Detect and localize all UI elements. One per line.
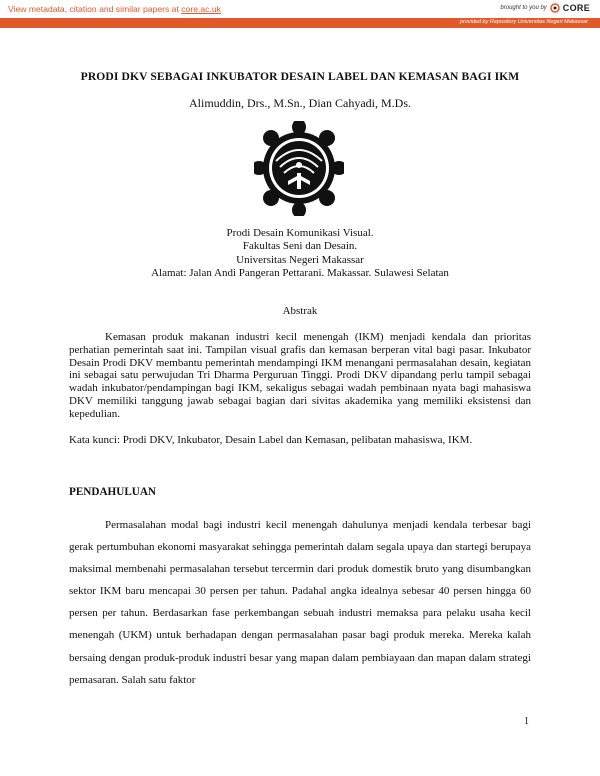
abstract-text: Kemasan produk makanan industri kecil menengah (IKM) menjadi kendala dan prioritas perhatian pemerintah saat ini. Tampilan visual grafis dan kemasan berperan vital bagi pasar. Inkubator Desain Prodi DKV membantu pemerintah mendampingi IKM menangani permasalahan desain, kegiatan ini sebagai satu perwujudan Tri Dharma Perguruan Tinggi. Prodi DKV dipandang perlu tampil sebagai wadah inkubator/pendampingan bagi IKM, sekaligus sebagai wadah pembinaan nyata bagi mahasiswa DKV memiliki tanggung jawab sebagai bagian dari sivitas akademika yang memiliki eksistensi dan kepedulian. <box>69 331 531 420</box>
core-provided-text[interactable]: provided by Repository Universitas Negeri Makassar <box>459 19 588 25</box>
affiliation-line: Alamat: Jalan Andi Pangeran Pettarani. Makassar. Sulawesi Selatan <box>151 267 449 280</box>
section-heading: PENDAHULUAN <box>69 486 157 498</box>
keywords: Kata kunci: Prodi DKV, Inkubator, Desain Label dan Kemasan, pelibatan mahasiswa, IKM. <box>69 434 473 446</box>
paper-title: PRODI DKV SEBAGAI INKUBATOR DESAIN LABEL DAN KEMASAN BAGI IKM <box>80 70 520 83</box>
core-view-metadata <box>8 4 221 14</box>
page-number: 1 <box>524 716 529 727</box>
core-logo-icon <box>550 3 560 13</box>
core-provided-strip <box>0 18 600 28</box>
core-banner <box>0 0 600 30</box>
core-brought-by[interactable] <box>500 3 590 13</box>
core-logo: CORE <box>562 3 590 13</box>
core-brought-text: brought to you by <box>500 5 547 11</box>
intro-paragraph: Permasalahan modal bagi industri kecil menengah dahulunya menjadi kendala terbesar bagi gerak pertumbuhan ekonomi masyarakat sehingga pemerintah dalam segala upaya dan startegi berupaya maksimal membenahi permasalahan tersebut tercermin dari produk domestik bruto yang disumbangkan sektor IKM baru mencapai 30 persen per tahun. Padahal angka idealnya sebesar 40 persen hingga 60 persen per tahun. Berdasarkan fase perkembangan sebuah industri memaksa para pelaku usaha kecil menengah (UKM) untuk berhadapan dengan permasalahan pasar bagi produk mereka. Mereka kalah bersaing dengan produk-produk industri besar yang mapan dalam pembiayaan dan mapan dalam strategi pemasaran. Salah satu faktor <box>69 519 531 686</box>
core-top-bar <box>0 0 600 18</box>
core-link[interactable]: core.ac.uk <box>181 4 221 14</box>
paper-authors: Alimuddin, Drs., M.Sn., Dian Cahyadi, M.Ds. <box>189 96 411 110</box>
affiliation-line: Fakultas Seni dan Desain. <box>242 240 358 253</box>
affiliation-block <box>0 227 600 281</box>
university-emblem-icon <box>254 121 344 216</box>
affiliation-line: Universitas Negeri Makassar <box>236 253 364 266</box>
abstract-heading: Abstrak <box>282 305 318 317</box>
affiliation-line: Prodi Desain Komunikasi Visual. <box>226 227 374 239</box>
core-view-text: View metadata, citation and similar papers at <box>8 4 182 14</box>
